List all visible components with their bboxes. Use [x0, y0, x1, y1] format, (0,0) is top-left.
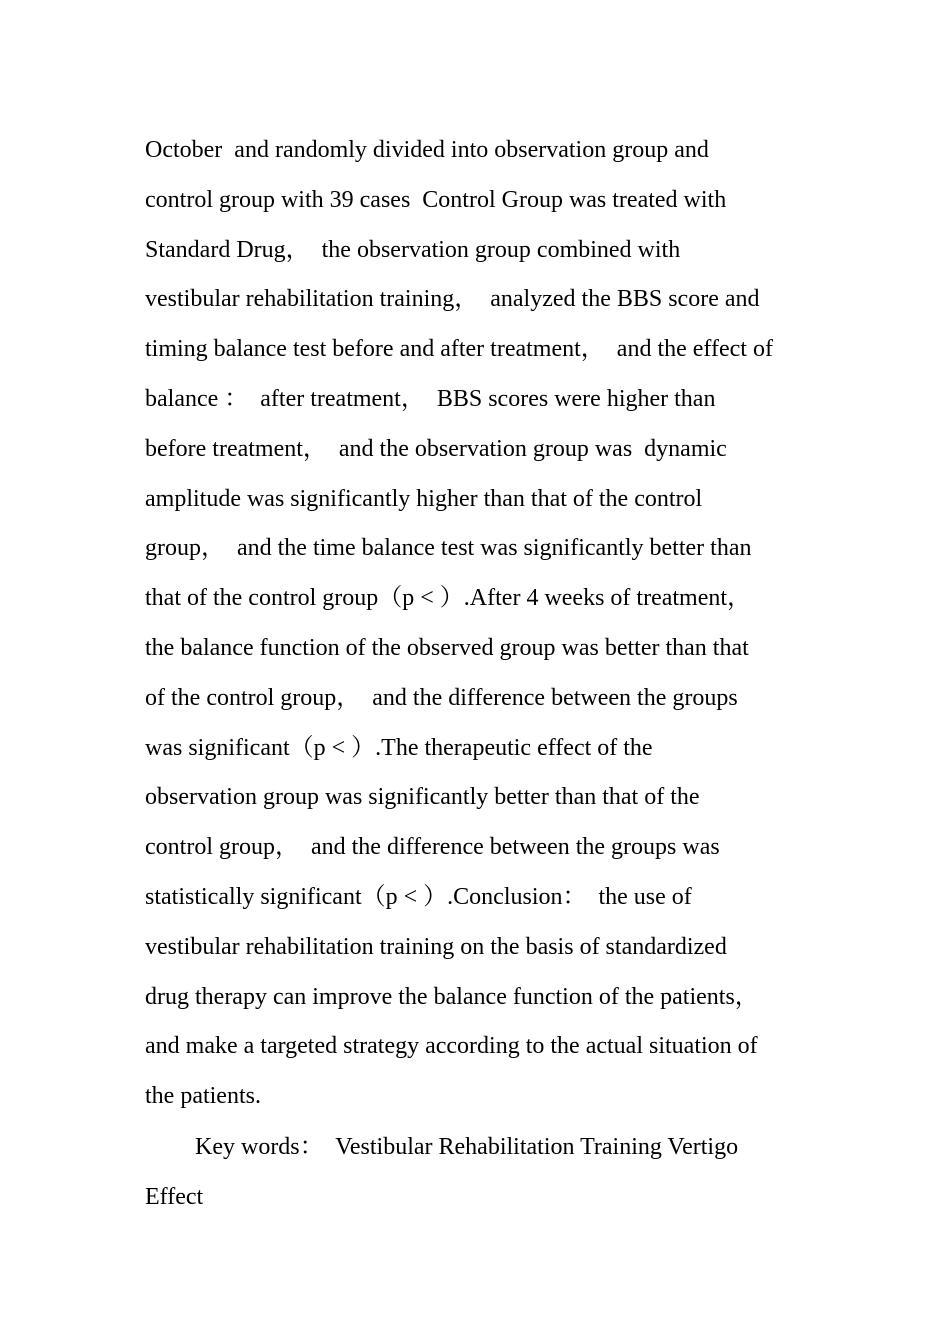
abstract-line: vestibular rehabilitation training on the basis of standardized [145, 933, 727, 960]
abstract-line: observation group was significantly better than that of the [145, 784, 700, 811]
abstract-line: control group with 39 cases Control Group was treated with [145, 186, 727, 213]
keywords-section [145, 1128, 825, 1228]
abstract-line: the balance function of the observed group was better than that [145, 634, 749, 661]
abstract-line: Standard Drug， the observation group combined with [145, 236, 681, 263]
abstract-line: the patients. [145, 1083, 261, 1110]
abstract-line: vestibular rehabilitation training， analyzed the BBS score and [145, 286, 760, 313]
abstract-line: timing balance test before and after treatment， and the effect of [145, 336, 773, 363]
abstract-line: amplitude was significantly higher than that of the control [145, 485, 703, 512]
abstract-line: balance ： after treatment， BBS scores were higher than [145, 385, 716, 412]
abstract-line: before treatment， and the observation group was dynamic [145, 435, 727, 462]
abstract-line: group， and the time balance test was significantly better than [145, 535, 752, 562]
keywords-line: Effect [145, 1183, 204, 1210]
abstract-line: drug therapy can improve the balance function of the patients， [145, 983, 759, 1010]
abstract-body [145, 131, 825, 1127]
abstract-line: statistically significant（p < ）.Conclusion： the use of [145, 883, 692, 910]
abstract-line: October and randomly divided into observation group and [145, 137, 709, 163]
abstract-line: was significant（p < ）.The therapeutic effect of the [145, 734, 653, 761]
abstract-line: control group， and the difference between the groups was [145, 834, 720, 861]
abstract-line: of the control group， and the difference between the groups [145, 684, 738, 711]
abstract-line: and make a targeted strategy according to the actual situation of [145, 1033, 758, 1060]
abstract-line: that of the control group（p < ）.After 4 weeks of treatment， [145, 585, 752, 612]
keywords-line: Key words： Vestibular Rehabilitation Training Vertigo [195, 1134, 739, 1160]
